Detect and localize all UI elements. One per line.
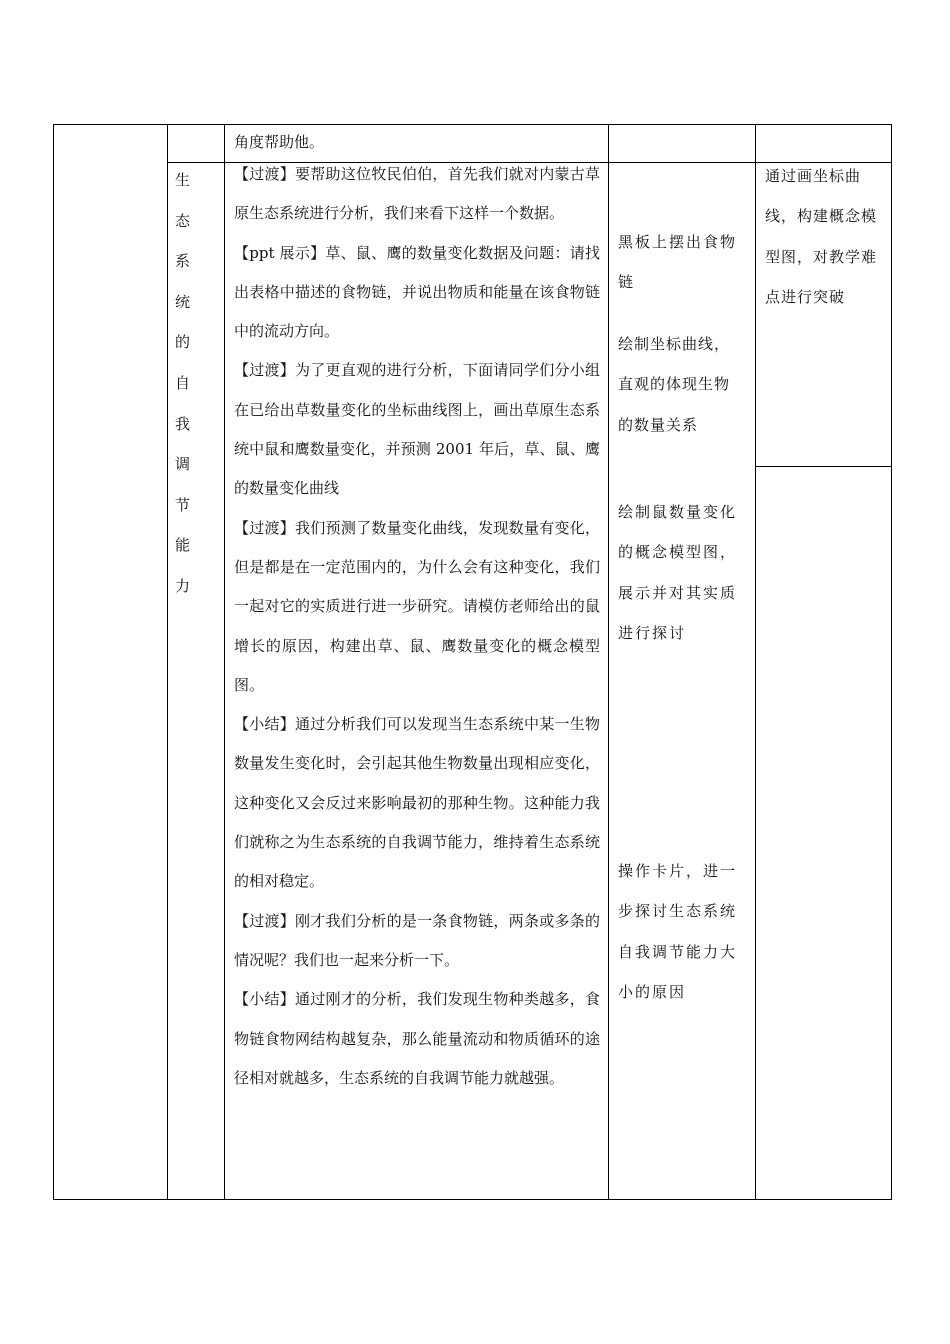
student-activity-line: 进行探讨	[618, 623, 687, 642]
stage-line: 系 统	[175, 252, 201, 311]
student-activity-line: 绘制鼠数量变化	[618, 503, 738, 521]
design-intent-line: 线，构建概念模	[765, 207, 878, 226]
stage-line: 力	[175, 576, 201, 595]
stage-line: 我 调	[175, 414, 201, 474]
activity-paragraph: 【过渡】要帮助这位牧民伯伯，首先我们就对内蒙古草原生态系统进行分析，我们来看下这样一个数据。	[234, 165, 600, 223]
design-intent-line: 通过画坐标曲	[765, 167, 862, 185]
student-activity-line: 绘制坐标曲线，	[618, 335, 731, 353]
stage-line: 生 态	[175, 171, 201, 230]
student-activity-line: 操作卡片，进一	[618, 862, 738, 880]
activity-paragraph: 【过渡】为了更直观的进行分析，下面请同学们分小组在已给出草数量变化的坐标曲线图上，画出草原生态系统中鼠和鹰数量变化，并预测 2001 年后，草、鼠、鹰的数量变化曲线	[234, 361, 600, 498]
student-activity-line: 黑板上摆出食物	[618, 233, 738, 251]
design-intent-line: 型图，对教学难	[765, 247, 878, 266]
activity-column	[234, 155, 600, 1098]
activity-paragraph: 【过渡】刚才我们分析的是一条食物链，两条或多条的情况呢？我们也一起来分析一下。	[234, 911, 600, 969]
activity-paragraph: 【小结】通过刚才的分析，我们发现生物种类越多，食物链食物网结构越复杂，那么能量流动和物质循环的途径相对就越多，生态系统的自我调节能力就越强。	[234, 990, 600, 1087]
student-activity-line: 自我调节能力大	[618, 942, 738, 961]
stage-line: 的 自	[175, 333, 201, 392]
design-intent	[765, 156, 877, 317]
student-activity-line: 的数量关系	[618, 415, 699, 434]
student-activity-4	[618, 851, 737, 1012]
design-intent-line: 点进行突破	[765, 287, 846, 306]
activity-paragraph: 【过渡】我们预测了数量变化曲线，发现数量有变化，但是都是在一定范围内的，为什么会有这种变化，我们一起对它的实质进行进一步研究。请模仿老师给出的鼠增长的原因，构建出草、鼠、鹰数量变化的概念模型图。	[234, 518, 600, 694]
student-activity-2	[618, 324, 730, 445]
student-activity-line: 步探讨生态系统	[618, 902, 738, 921]
student-activity-1	[618, 222, 737, 303]
stage-line: 节 能	[175, 495, 201, 555]
student-activity-line: 小的原因	[618, 982, 687, 1001]
stage-column	[175, 160, 217, 607]
activity-paragraph: 【ppt 展示】草、鼠、鹰的数量变化数据及问题：请找出表格中描述的食物链，并说出物质和能量在该食物链中的流动方向。	[234, 243, 600, 341]
student-activity-3	[618, 492, 737, 653]
top-cell-text: 角度帮助他。	[234, 133, 325, 151]
student-activity-line: 直观的体现生物	[618, 375, 731, 394]
activity-paragraph: 【小结】通过分析我们可以发现当生态系统中某一生物数量发生变化时，会引起其他生物数量出现相应变化，这种变化又会反过来影响最初的那种生物。这种能力我们就称之为生态系统的自我调节能力，维持着生态系统的相对稳定。	[234, 715, 600, 891]
student-activity-line: 的概念模型图，	[618, 543, 738, 562]
student-activity-line: 展示并对其实质	[618, 583, 738, 602]
student-activity-line: 链	[618, 273, 636, 292]
